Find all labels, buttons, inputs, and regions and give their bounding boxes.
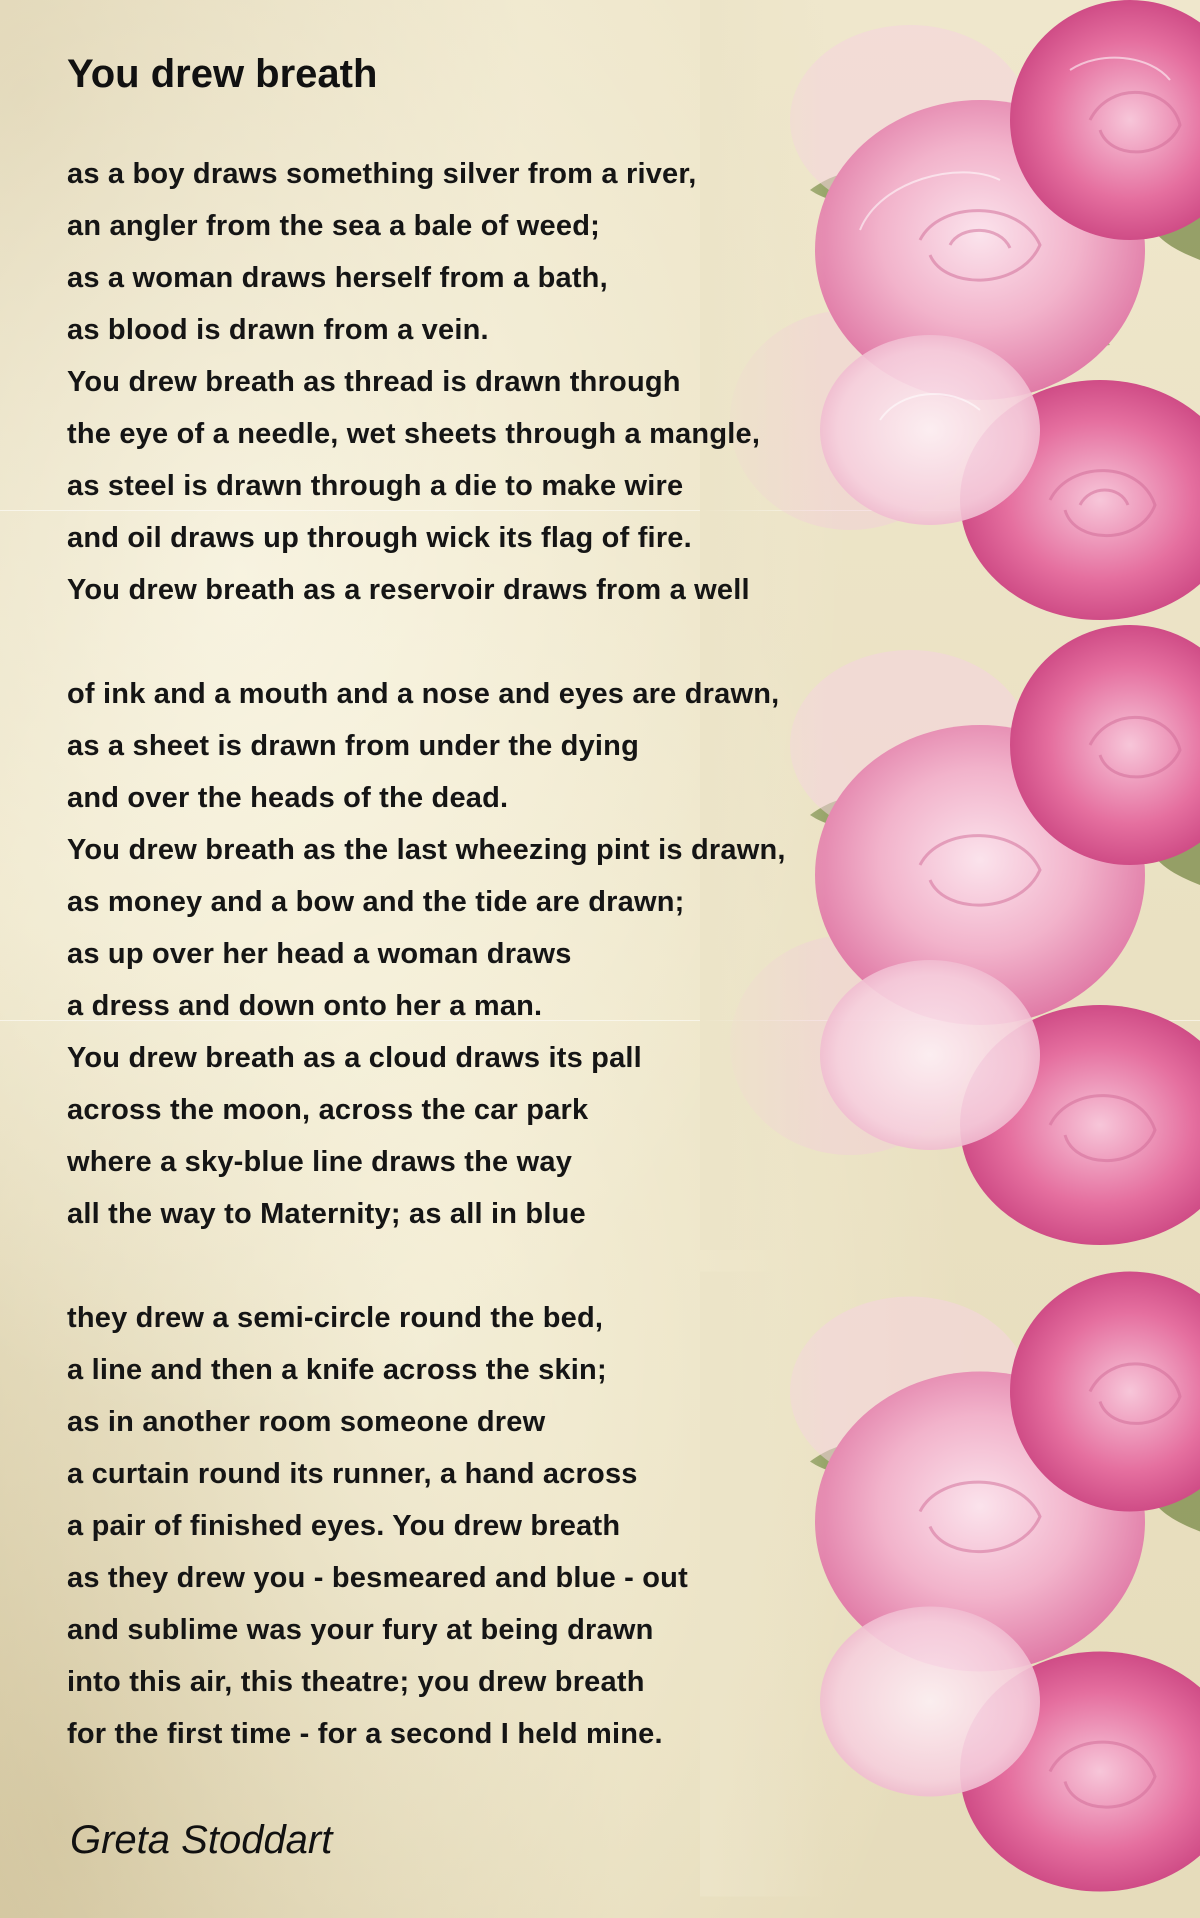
poem-line: an angler from the sea a bale of weed; [67, 210, 600, 242]
poem-line: for the first time - for a second I held mine. [67, 1718, 663, 1750]
poem-line: You drew breath as thread is drawn through [67, 366, 681, 398]
poem-line: as a boy draws something silver from a river, [67, 158, 697, 190]
poem-line: all the way to Maternity; as all in blue [67, 1198, 586, 1230]
poem-line: as they drew you - besmeared and blue - out [67, 1562, 688, 1594]
poem-line: a curtain round its runner, a hand across [67, 1458, 638, 1490]
poem-line: a line and then a knife across the skin; [67, 1354, 607, 1386]
poem-line: they drew a semi-circle round the bed, [67, 1302, 604, 1334]
poem-line: You drew breath as the last wheezing pint is drawn, [67, 834, 786, 866]
pink-roses-image [700, 0, 1200, 625]
poem-line: a pair of finished eyes. You drew breath [67, 1510, 621, 1542]
poem-title: You drew breath [67, 52, 378, 96]
poem-line: and sublime was your fury at being drawn [67, 1614, 654, 1646]
pink-roses-image [700, 1250, 1200, 1918]
poem-line: of ink and a mouth and a nose and eyes are drawn, [67, 678, 780, 710]
poem-line: a dress and down onto her a man. [67, 990, 543, 1022]
poem-author: Greta Stoddart [70, 1818, 333, 1862]
poem-line: into this air, this theatre; you drew breath [67, 1666, 645, 1698]
poem-stanza [67, 668, 786, 1240]
poem-line: and oil draws up through wick its flag of fire. [67, 522, 692, 554]
poem-line: the eye of a needle, wet sheets through a mangle, [67, 418, 761, 450]
poem-stanza [67, 1292, 688, 1760]
poem-line: and over the heads of the dead. [67, 782, 509, 814]
poem-line: as in another room someone drew [67, 1406, 546, 1438]
poem-line: as blood is drawn from a vein. [67, 314, 489, 346]
poem-line: as steel is drawn through a die to make wire [67, 470, 684, 502]
poem-line: across the moon, across the car park [67, 1094, 589, 1126]
poem-stanza [67, 148, 760, 616]
poem-line: as money and a bow and the tide are drawn; [67, 886, 685, 918]
poem-line: as up over her head a woman draws [67, 938, 572, 970]
roses-svg [700, 0, 1200, 625]
poem-line: You drew breath as a cloud draws its pall [67, 1042, 642, 1074]
poem-line: as a woman draws herself from a bath, [67, 262, 608, 294]
poem-line: You drew breath as a reservoir draws from a well [67, 574, 750, 606]
poem-line: where a sky-blue line draws the way [67, 1146, 573, 1178]
poem-line: as a sheet is drawn from under the dying [67, 730, 640, 762]
roses-svg [700, 1250, 1200, 1918]
